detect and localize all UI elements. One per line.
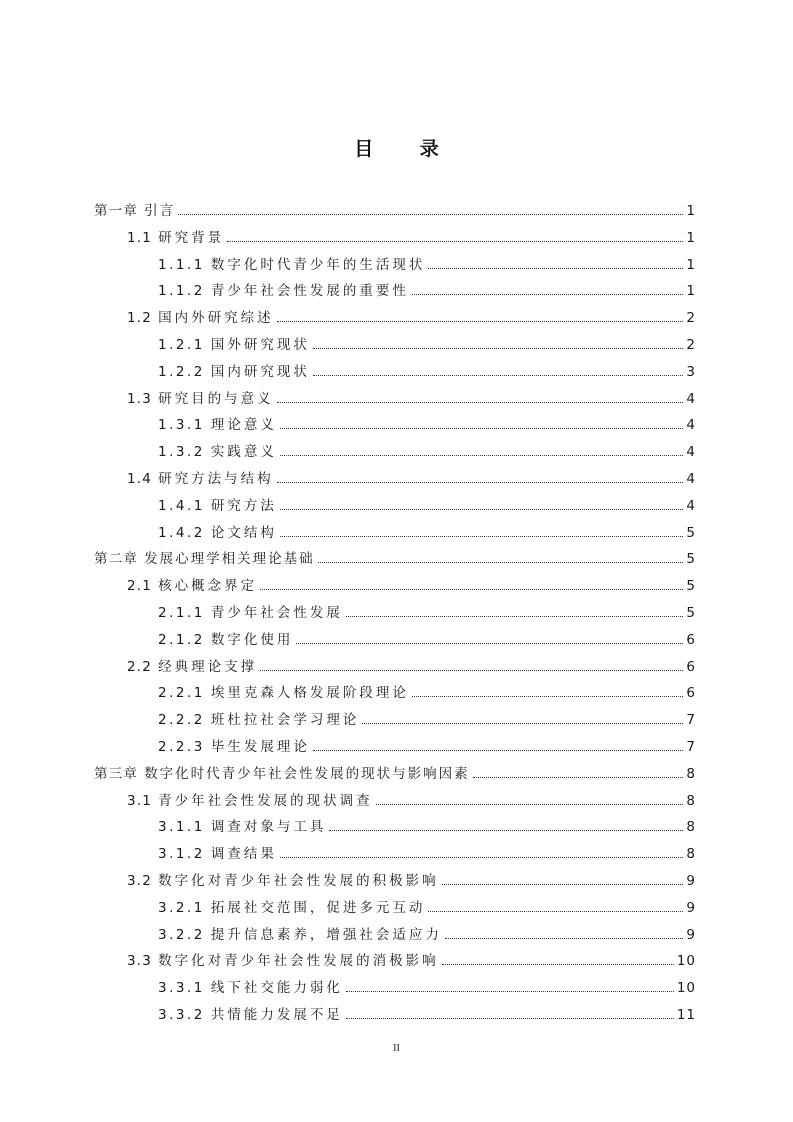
toc-entry-number: 1.2.2 — [158, 363, 205, 380]
dot-leader — [277, 402, 684, 403]
toc-entry-number: 3.3.1 — [158, 980, 205, 997]
toc-entry-number: 2.2.1 — [158, 685, 205, 702]
dot-leader — [412, 696, 684, 697]
toc-entry-title: 实践意义 — [210, 444, 277, 461]
toc-entry-page: 8 — [686, 819, 696, 836]
toc-entry[interactable] — [158, 734, 696, 756]
toc-entry[interactable] — [127, 466, 696, 488]
toc-entry-title: 数字化时代青少年社会性发展的现状与影响因素 — [144, 765, 470, 782]
toc-entry-title: 班杜拉社会学习理论 — [210, 712, 360, 729]
toc-entry[interactable] — [158, 707, 696, 729]
toc-entry-number: 2.1.2 — [158, 631, 205, 648]
toc-entry[interactable] — [158, 412, 696, 434]
toc-entry[interactable] — [158, 359, 696, 381]
toc-entry-page: 9 — [686, 926, 696, 943]
toc-entry-page: 5 — [686, 551, 696, 568]
toc-entry[interactable] — [158, 439, 696, 461]
toc-entry[interactable] — [127, 386, 696, 408]
toc-entry-number: 第三章 — [94, 765, 139, 782]
toc-entry-page: 7 — [686, 739, 696, 755]
dot-leader — [473, 777, 684, 778]
dot-leader — [428, 911, 683, 912]
toc-entry-number: 3.3.2 — [158, 1007, 205, 1023]
toc-entry-number: 2.1 — [127, 578, 153, 595]
toc-entry-title: 青少年社会性发展 — [210, 605, 343, 621]
toc-entry-title: 经典理论支撑 — [158, 658, 258, 675]
toc-entry[interactable] — [127, 225, 696, 247]
toc-entry-page: 1 — [686, 229, 696, 246]
toc-entry-number: 3.1 — [127, 792, 153, 809]
toc-entry[interactable] — [158, 493, 696, 515]
toc-entry-page: 4 — [686, 444, 696, 461]
toc-entry-number: 3.2 — [127, 873, 153, 889]
dot-leader — [428, 268, 683, 269]
page-number: II — [393, 1043, 400, 1054]
toc-entry[interactable] — [127, 305, 696, 327]
toc-entry-page: 4 — [686, 390, 696, 407]
toc-entry[interactable] — [158, 1002, 696, 1024]
toc-entry-page: 4 — [686, 497, 696, 514]
toc-entry-number: 1.3 — [127, 390, 153, 407]
toc-entry[interactable] — [158, 975, 696, 997]
dot-leader — [280, 857, 684, 858]
toc-entry-number: 1.1 — [127, 229, 153, 246]
dot-leader — [442, 964, 674, 965]
toc-entry-title: 国内外研究综述 — [158, 310, 274, 327]
toc-entry-page: 2 — [686, 310, 696, 327]
toc-entry-page: 9 — [686, 873, 696, 889]
toc-entry-number: 2.2.3 — [158, 739, 205, 755]
toc-entry-number: 1.4.1 — [158, 497, 205, 514]
toc-entry-title: 调查结果 — [210, 846, 277, 863]
toc-entry-title: 数字化对青少年社会性发展的积极影响 — [158, 873, 439, 889]
toc-entry-title: 拓展社交范围，促进多元互动 — [210, 899, 426, 916]
toc-entry-page: 4 — [686, 471, 696, 487]
toc-entry-number: 3.1.1 — [158, 819, 205, 836]
toc-entry-title: 研究目的与意义 — [158, 390, 274, 407]
dot-leader — [318, 562, 684, 563]
dot-leader — [280, 428, 684, 429]
toc-entry-page: 5 — [686, 524, 696, 541]
toc-entry-title: 研究方法与结构 — [158, 471, 274, 487]
toc-entry-page: 1 — [686, 203, 696, 219]
toc-entry-number: 1.4 — [127, 471, 153, 487]
toc-entry-title: 调查对象与工具 — [210, 819, 327, 836]
toc-entry-number: 1.1.1 — [158, 256, 205, 273]
toc-entry-title: 数字化时代青少年的生活现状 — [210, 256, 426, 273]
toc-entry-number: 第二章 — [94, 551, 139, 568]
toc-entry[interactable] — [158, 252, 696, 274]
toc-entry-number: 3.2.1 — [158, 899, 205, 916]
dot-leader — [313, 348, 684, 349]
toc-entry-number: 第一章 — [94, 203, 139, 219]
toc-entry[interactable] — [127, 948, 696, 970]
toc-entry-number: 3.1.2 — [158, 846, 205, 863]
toc-entry-page: 2 — [686, 337, 696, 353]
toc-entry-title: 数字化对青少年社会性发展的消极影响 — [158, 953, 439, 970]
dot-leader — [280, 455, 684, 456]
toc-entry-page: 10 — [676, 953, 696, 970]
toc-entry-page: 5 — [686, 605, 696, 621]
toc-entry-page: 5 — [686, 578, 696, 595]
toc-entry-title: 核心概念界定 — [158, 578, 258, 595]
toc-entry-page: 8 — [686, 792, 696, 809]
toc-entry-page: 1 — [686, 256, 696, 273]
toc-entry-title: 线下社交能力弱化 — [210, 980, 343, 997]
dot-leader — [227, 241, 683, 242]
dot-leader — [280, 509, 684, 510]
toc-entry[interactable] — [127, 788, 696, 810]
toc-entry[interactable] — [158, 332, 696, 354]
toc-entry[interactable] — [158, 922, 696, 944]
dot-leader — [313, 375, 684, 376]
toc-entry-number: 1.2.1 — [158, 337, 205, 353]
toc-entry-title: 提升信息素养，增强社会适应力 — [210, 926, 442, 943]
toc-entry[interactable] — [158, 841, 696, 863]
toc-entry[interactable] — [158, 814, 696, 836]
toc-entry-number: 1.3.2 — [158, 444, 205, 461]
toc-entry[interactable] — [94, 198, 696, 220]
toc-entry-number: 2.1.1 — [158, 605, 205, 621]
toc-entry-number: 2.2.2 — [158, 712, 205, 729]
toc-entry-number: 3.3 — [127, 953, 153, 970]
toc-entry[interactable] — [158, 278, 696, 300]
dot-leader — [346, 991, 674, 992]
toc-entry-page: 1 — [686, 283, 696, 300]
toc-entry-number: 1.2 — [127, 310, 153, 327]
toc-entry-page: 7 — [686, 712, 696, 729]
toc-entry[interactable] — [158, 680, 696, 702]
toc-entry-page: 6 — [686, 685, 696, 702]
toc-entry-title: 毕生发展理论 — [210, 739, 310, 755]
toc-entry[interactable] — [94, 761, 696, 783]
dot-leader — [346, 616, 684, 617]
toc-entry[interactable] — [94, 546, 696, 568]
toc-entry-title: 数字化使用 — [210, 631, 294, 648]
toc-entry-title: 论文结构 — [210, 524, 277, 541]
toc-entry-title: 青少年社会性发展的重要性 — [210, 283, 409, 300]
toc-entry-title: 青少年社会性发展的现状调查 — [158, 792, 373, 809]
toc-entry-title: 国外研究现状 — [210, 337, 310, 353]
toc-entry-number: 1.1.2 — [158, 283, 205, 300]
toc-entry-title: 发展心理学相关理论基础 — [144, 551, 315, 568]
toc-entry-title: 理论意义 — [210, 417, 277, 434]
dot-leader — [445, 938, 684, 939]
dot-leader — [329, 830, 683, 831]
dot-leader — [362, 723, 683, 724]
dot-leader — [296, 643, 683, 644]
toc-entry[interactable] — [127, 654, 696, 676]
toc-entry-title: 研究方法 — [210, 497, 277, 514]
toc-entry[interactable] — [127, 573, 696, 595]
toc-entry-page: 4 — [686, 417, 696, 434]
dot-leader — [346, 1018, 674, 1019]
toc-entry[interactable] — [158, 627, 696, 649]
dot-leader — [313, 750, 684, 751]
toc-entry-title: 共情能力发展不足 — [210, 1007, 343, 1023]
dot-leader — [178, 214, 683, 215]
toc-entry-title: 研究背景 — [158, 229, 225, 246]
toc-entry-number: 3.2.2 — [158, 926, 205, 943]
toc-title: 目 录 — [354, 138, 459, 160]
dot-leader — [260, 589, 683, 590]
toc-entry[interactable] — [158, 520, 696, 542]
dot-leader — [277, 482, 684, 483]
toc-entry-page: 9 — [686, 899, 696, 916]
toc-entry-page: 8 — [686, 846, 696, 863]
toc-entry[interactable] — [158, 895, 696, 917]
dot-leader — [442, 884, 684, 885]
dot-leader — [280, 536, 684, 537]
dot-leader — [277, 321, 684, 322]
dot-leader — [260, 670, 683, 671]
toc-entry-title: 国内研究现状 — [210, 363, 310, 380]
toc-entry-page: 6 — [686, 631, 696, 648]
toc-entry-page: 8 — [686, 765, 696, 782]
toc-entry-page: 6 — [686, 658, 696, 675]
toc-entry-page: 11 — [676, 1007, 696, 1023]
toc-entry-number: 1.3.1 — [158, 417, 205, 434]
toc-entry-page: 3 — [686, 363, 696, 380]
dot-leader — [376, 804, 684, 805]
toc-entry-number: 2.2 — [127, 658, 153, 675]
toc-entry-page: 10 — [676, 980, 696, 997]
toc-entry[interactable] — [127, 868, 696, 890]
toc-entry[interactable] — [158, 600, 696, 622]
dot-leader — [412, 294, 684, 295]
toc-entry-title: 埃里克森人格发展阶段理论 — [210, 685, 409, 702]
toc-entry-number: 1.4.2 — [158, 524, 205, 541]
toc-entry-title: 引言 — [144, 203, 176, 219]
